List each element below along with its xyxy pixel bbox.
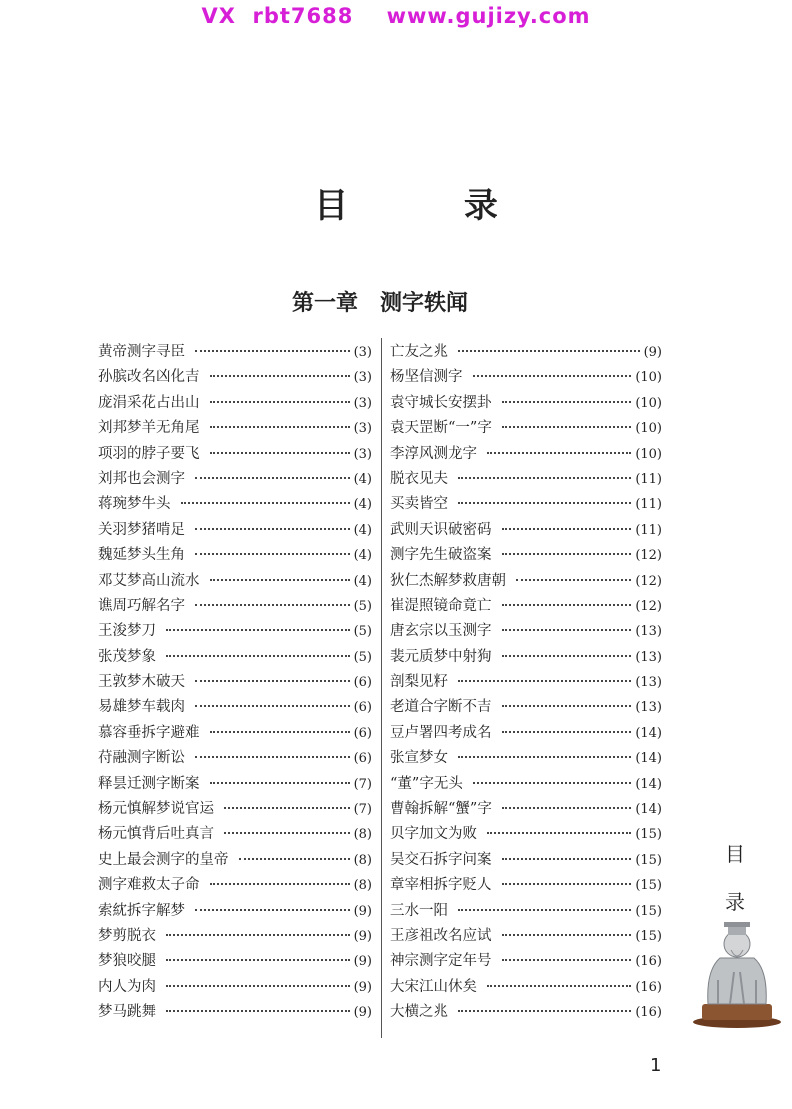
toc-entry-page: (9) [353, 1005, 372, 1021]
toc-entry-title: 李淳风测龙字 [390, 445, 477, 462]
toc-entry-page: (6) [353, 725, 372, 741]
toc-entry-page: (15) [635, 903, 662, 919]
dot-leader [210, 425, 350, 428]
toc-entry-title: 杨元慎解梦说官运 [98, 801, 214, 818]
toc-entry-title: 刘邦梦羊无角尾 [98, 420, 200, 437]
toc-entry[interactable] [98, 391, 372, 416]
toc-entry[interactable] [390, 619, 662, 644]
toc-entry-page: (3) [353, 345, 372, 360]
toc-entry-title: 王浚梦刀 [98, 623, 156, 640]
dot-leader [487, 451, 631, 454]
toc-entry[interactable] [98, 949, 372, 974]
toc-entry-page: (3) [353, 370, 372, 386]
toc-entry[interactable] [98, 442, 372, 467]
dot-leader [166, 958, 350, 961]
watermark: VX rbt7688 www.gujizy.com [201, 4, 591, 28]
dot-leader [195, 476, 350, 479]
dot-leader [487, 984, 631, 987]
dot-leader [239, 857, 350, 860]
side-tab-char: 录 [725, 890, 745, 914]
dot-leader [502, 933, 632, 936]
toc-entry[interactable] [390, 518, 662, 543]
toc-column-left [98, 340, 372, 1026]
toc-entry[interactable] [98, 518, 372, 543]
toc-entry-page: (3) [353, 421, 372, 437]
dot-leader [458, 501, 631, 504]
dot-leader [210, 578, 350, 581]
toc-entry-title: 杨坚信测字 [390, 369, 463, 386]
toc-entry-title: 孙膑改名凶化吉 [98, 369, 200, 386]
toc-entry-page: (8) [353, 827, 372, 843]
toc-entry[interactable] [390, 391, 662, 416]
toc-entry-page: (10) [635, 395, 662, 411]
dot-leader [516, 578, 631, 581]
toc-entry[interactable] [390, 670, 662, 695]
toc-entry-page: (4) [353, 548, 372, 564]
toc-entry-title: 大宋江山休矣 [390, 978, 477, 995]
dot-leader [195, 755, 350, 758]
toc-entry-page: (10) [635, 446, 662, 462]
toc-entry-page: (15) [635, 852, 662, 868]
toc-entry-page: (13) [635, 649, 662, 665]
toc-entry-title: 索紞拆字解梦 [98, 902, 185, 919]
toc-entry-page: (16) [635, 954, 662, 970]
toc-entry[interactable] [98, 543, 372, 568]
toc-entry-page: (14) [635, 802, 662, 818]
toc-entry[interactable] [98, 899, 372, 924]
toc-entry[interactable] [98, 416, 372, 441]
toc-entry[interactable] [390, 695, 662, 720]
toc-entry-page: (8) [353, 878, 372, 894]
toc-entry-page: (4) [353, 471, 372, 487]
toc-entry[interactable] [390, 340, 662, 365]
dot-leader [502, 425, 631, 428]
toc-entry-page: (8) [353, 852, 372, 868]
toc-entry[interactable] [98, 569, 372, 594]
dot-leader [224, 831, 350, 834]
toc-entry-title: 张茂梦象 [98, 648, 156, 665]
toc-entry-page: (15) [635, 928, 662, 944]
dot-leader [181, 501, 350, 504]
toc-entry-title: 贝字加文为败 [390, 826, 477, 843]
dot-leader [195, 349, 350, 352]
toc-entry-page: (15) [635, 827, 662, 843]
toc-entry-title: 慕容垂拆字避难 [98, 724, 200, 741]
dot-leader [502, 628, 632, 631]
toc-entry-title: 老道合字断不吉 [390, 699, 492, 716]
toc-entry-page: (14) [635, 751, 662, 767]
toc-entry[interactable] [98, 797, 372, 822]
dot-leader [502, 958, 632, 961]
dot-leader [502, 527, 632, 530]
toc-entry-page: (10) [635, 421, 662, 437]
toc-entry-page: (9) [353, 928, 372, 944]
toc-entry[interactable] [390, 365, 662, 390]
toc-entry[interactable] [390, 975, 662, 1000]
side-tab-char: 目 [725, 842, 745, 866]
toc-entry-title: 梦狼咬腿 [98, 953, 156, 970]
toc-entry-title: 释昙迁测字断案 [98, 775, 200, 792]
toc-entry-title: 袁守城长安摆卦 [390, 394, 492, 411]
toc-entry-title: 章宰相拆字贬人 [390, 877, 492, 894]
toc-entry-title: 关羽梦猪啃足 [98, 521, 185, 538]
dot-leader [502, 704, 632, 707]
toc-entry[interactable] [390, 569, 662, 594]
toc-entry[interactable] [390, 492, 662, 517]
page-title: 目 录 [314, 186, 550, 226]
toc-entry[interactable] [98, 492, 372, 517]
toc-entry-title: 魏延梦头生角 [98, 547, 185, 564]
toc-entry-title: 苻融测字断讼 [98, 750, 185, 767]
toc-entry-title: 袁天罡断“一”字 [390, 420, 492, 437]
toc-entry-title: 蒋琬梦牛头 [98, 496, 171, 513]
toc-entry-page: (15) [635, 878, 662, 894]
toc-entry[interactable] [390, 899, 662, 924]
toc-entry-page: (12) [635, 548, 662, 564]
toc-entry-page: (14) [635, 725, 662, 741]
toc-entry-page: (5) [353, 598, 372, 614]
toc-entry-page: (5) [353, 649, 372, 665]
dot-leader [210, 781, 350, 784]
toc-entry-page: (13) [635, 624, 662, 640]
dot-leader [195, 603, 350, 606]
dot-leader [502, 806, 631, 809]
toc-entry[interactable] [98, 594, 372, 619]
toc-entry-page: (4) [353, 497, 372, 513]
dot-leader [502, 603, 632, 606]
toc-entry[interactable] [98, 975, 372, 1000]
dot-leader [195, 908, 350, 911]
toc-entry-title: 亡友之兆 [390, 344, 448, 360]
toc-entry-title: 武则天识破密码 [390, 521, 492, 538]
toc-entry-title: 邓艾梦高山流水 [98, 572, 200, 589]
toc-entry[interactable] [98, 873, 372, 898]
toc-entry-title: 裴元质梦中射狗 [390, 648, 492, 665]
dot-leader [210, 730, 350, 733]
toc-entry-page: (16) [635, 1005, 662, 1021]
toc-entry-title: 狄仁杰解梦救唐朝 [390, 572, 506, 589]
toc-entry[interactable] [390, 645, 662, 670]
toc-entry[interactable] [390, 467, 662, 492]
toc-entry-title: 测字难救太子命 [98, 877, 200, 894]
toc-entry-page: (4) [353, 573, 372, 589]
toc-entry-title: 王彦祖改名应试 [390, 927, 492, 944]
dot-leader [487, 831, 631, 834]
toc-entry-page: (11) [635, 497, 662, 513]
dot-leader [502, 730, 632, 733]
toc-entry-title: 三水一阳 [390, 902, 448, 919]
dot-leader [195, 679, 350, 682]
dot-leader [224, 806, 350, 809]
toc-entry[interactable] [390, 873, 662, 898]
dot-leader [473, 781, 631, 784]
toc-entry-title: 王敦梦木破天 [98, 674, 185, 691]
toc-entry-page: (9) [353, 903, 372, 919]
toc-entry-title: 梦剪脱衣 [98, 927, 156, 944]
toc-entry-title: 刘邦也会测字 [98, 470, 185, 487]
toc-entry-page: (7) [353, 802, 372, 818]
toc-entry[interactable] [98, 695, 372, 720]
dot-leader [502, 882, 632, 885]
dot-leader [166, 628, 350, 631]
toc-entry-page: (10) [635, 370, 662, 386]
toc-entry[interactable] [390, 848, 662, 873]
chapter-label: 第一章 [291, 291, 358, 316]
toc-entry[interactable] [390, 543, 662, 568]
toc-entry-page: (12) [635, 598, 662, 614]
toc-entry-page: (14) [635, 776, 662, 792]
statue-image [690, 900, 784, 1030]
toc-entry[interactable] [98, 467, 372, 492]
toc-entry-title: 谯周巧解名字 [98, 597, 185, 614]
chapter-heading [0, 286, 760, 317]
toc-entry[interactable] [390, 746, 662, 771]
toc-entry-title: 史上最会测字的皇帝 [98, 851, 229, 868]
toc-entry-title: 曹翰拆解“蟹”字 [390, 801, 492, 818]
dot-leader [502, 400, 632, 403]
chapter-name: 测字轶闻 [380, 291, 469, 316]
toc-entry-title: 杨元慎背后吐真言 [98, 826, 214, 843]
toc-entry-title: 内人为肉 [98, 978, 156, 995]
dot-leader [458, 476, 631, 479]
dot-leader [458, 755, 631, 758]
toc-entry-title: 庞涓采花占出山 [98, 394, 200, 411]
toc-entry-page: (3) [353, 446, 372, 462]
toc-entry-title: 易雄梦车载肉 [98, 699, 185, 716]
dot-leader [210, 400, 350, 403]
toc-entry[interactable] [98, 746, 372, 771]
toc-entry-page: (13) [635, 700, 662, 716]
toc-entry-title: 测字先生破盗案 [390, 547, 492, 564]
toc-entry-page: (9) [643, 345, 662, 360]
toc-entry-title: 大横之兆 [390, 1004, 448, 1021]
toc-entry-title: “董”字无头 [390, 775, 463, 792]
toc-entry-title: 剖梨见籽 [390, 674, 448, 691]
toc-entry[interactable] [98, 822, 372, 847]
toc-entry[interactable] [390, 797, 662, 822]
toc-entry-title: 项羽的脖子要飞 [98, 445, 200, 462]
toc-entry[interactable] [390, 442, 662, 467]
toc-entry-title: 黄帝测字寻臣 [98, 344, 185, 360]
dot-leader [502, 857, 632, 860]
dot-leader [210, 374, 350, 377]
toc-entry[interactable] [98, 772, 372, 797]
toc-entry[interactable] [98, 645, 372, 670]
toc-entry-page: (9) [353, 979, 372, 995]
toc-entry-page: (3) [353, 395, 372, 411]
toc-entry[interactable] [390, 416, 662, 441]
toc-entry-page: (6) [353, 675, 372, 691]
dot-leader [458, 349, 640, 352]
toc-entry[interactable] [390, 924, 662, 949]
dot-leader [210, 882, 350, 885]
toc-entry-page: (5) [353, 624, 372, 640]
toc-entry-page: (16) [635, 979, 662, 995]
toc-entry[interactable] [98, 924, 372, 949]
dot-leader [166, 1009, 350, 1012]
dot-leader [195, 527, 350, 530]
toc-entry[interactable] [390, 822, 662, 847]
column-divider [381, 338, 382, 1038]
toc-entry-page: (13) [635, 675, 662, 691]
toc-column-right [390, 340, 662, 1026]
dot-leader [210, 451, 350, 454]
toc-entry[interactable] [98, 340, 372, 365]
toc-entry[interactable] [98, 619, 372, 644]
toc-entry[interactable] [390, 721, 662, 746]
toc-entry-page: (9) [353, 954, 372, 970]
toc-entry-page: (6) [353, 751, 372, 767]
toc-entry-title: 脱衣见夫 [390, 470, 448, 487]
toc-entry[interactable] [390, 1000, 662, 1025]
toc-entry[interactable] [390, 772, 662, 797]
toc-entry-title: 吴交石拆字问案 [390, 851, 492, 868]
dot-leader [195, 704, 350, 707]
toc-entry-page: (11) [635, 471, 662, 487]
toc-entry-page: (6) [353, 700, 372, 716]
toc-entry-page: (12) [635, 573, 662, 589]
toc-entry[interactable] [98, 848, 372, 873]
toc-entry[interactable] [98, 1000, 372, 1025]
toc-entry-title: 唐玄宗以玉测字 [390, 623, 492, 640]
toc-entry-page: (11) [635, 522, 662, 538]
dot-leader [166, 654, 350, 657]
toc-entry-page: (4) [353, 522, 372, 538]
dot-leader [166, 933, 350, 936]
dot-leader [502, 552, 632, 555]
dot-leader [458, 1009, 631, 1012]
dot-leader [195, 552, 350, 555]
toc-entry[interactable] [98, 365, 372, 390]
toc-entry-title: 张宣梦女 [390, 750, 448, 767]
toc-entry-page: (7) [353, 776, 372, 792]
toc-entry-title: 梦马跳舞 [98, 1004, 156, 1021]
dot-leader [473, 374, 632, 377]
toc-entry-title: 神宗测字定年号 [390, 953, 492, 970]
toc-entry-title: 豆卢署四考成名 [390, 724, 492, 741]
dot-leader [166, 984, 350, 987]
dot-leader [458, 679, 631, 682]
toc-entry[interactable] [390, 594, 662, 619]
dot-leader [502, 654, 632, 657]
toc-entry[interactable] [98, 721, 372, 746]
page-number: 1 [650, 1055, 662, 1076]
toc-entry-title: 买卖皆空 [390, 496, 448, 513]
toc-entry[interactable] [98, 670, 372, 695]
dot-leader [458, 908, 631, 911]
toc-entry[interactable] [390, 949, 662, 974]
toc-entry-title: 崔湜照镜命竟亡 [390, 597, 492, 614]
